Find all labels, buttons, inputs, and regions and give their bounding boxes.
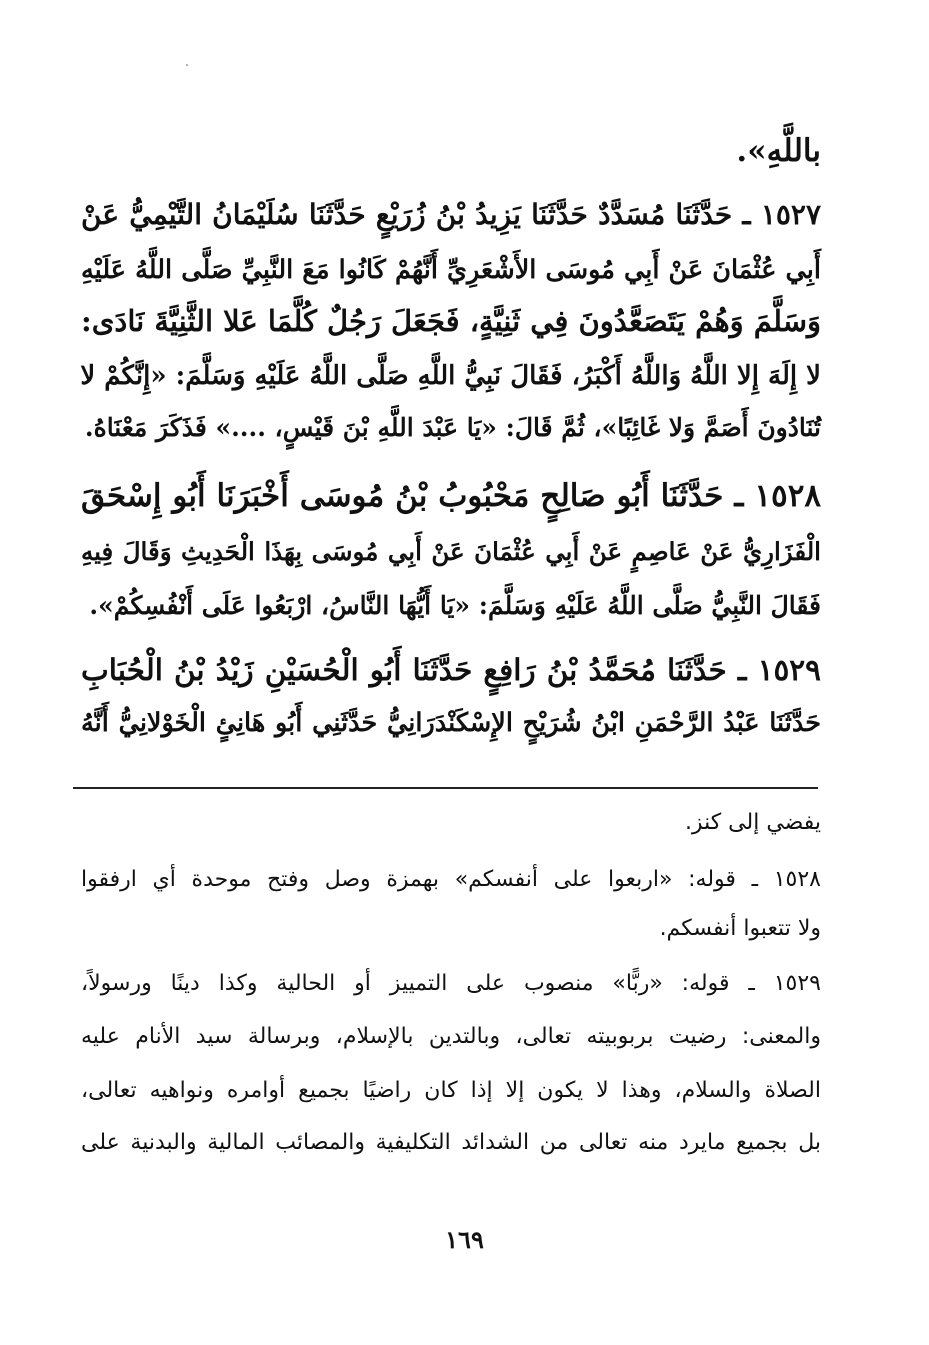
footnote-1528-line: ١٥٢٨ ـ قوله: «اربعوا على أنفسكم» بهمزة وصل وفتح موحدة أي ارفقوا: [81, 867, 821, 892]
hadith-1527-line: أَبِي عُثْمَانَ عَنْ أَبِي مُوسَى الأَشْعَرِيِّ أَنَّهُمْ كَانُوا مَعَ النَّبِيِّ صَلَّى اللَّهُ عَلَيْهِ: [81, 255, 821, 285]
footnote-line: يفضي إلى كنز.: [684, 810, 821, 835]
hadith-1528-line: فَقَالَ النَّبِيُّ صَلَّى اللَّهُ عَلَيْهِ وَسَلَّمَ: «يَا أَيُّهَا النَّاسُ، ارْبَعُوا عَلَى أَنْفُسِكُمْ».: [89, 591, 821, 620]
hadith-1527-line: تُنَادُونَ أَصَمَّ وَلا غَائِبًا»، ثُمَّ قَالَ: «يَا عَبْدَ اللَّهِ بْنَ قَيْسٍ، ....» فَذَكَرَ مَعْنَاهُ.: [84, 413, 821, 442]
hadith-1526-end-line: باللَّهِ».: [736, 133, 821, 169]
footnote-1529-line: ١٥٢٩ ـ قوله: «ربًّا» منصوب على التمييز أو الحالية وكذا دينًا ورسولاً،: [81, 971, 821, 996]
page-number: ١٦٩: [445, 1225, 484, 1254]
hadith-1529-line: حَدَّثَنَا عَبْدُ الرَّحْمَنِ ابْنُ شُرَيْحٍ الإِسْكَنْدَرَانِيُّ حَدَّثَنِي أَبُو هَانِئٍ الْخَوْلانِيُّ أَنَّهُ: [81, 708, 821, 738]
footnote-1528-line: ولا تتعبوا أنفسكم.: [659, 916, 821, 941]
hadith-1527-line: وَسَلَّمَ وَهُمْ يَتَصَعَّدُونَ فِي ثَنِيَّةٍ، فَجَعَلَ رَجُلٌ كُلَّمَا عَلا الثَّنِيَّةَ نَادَى:: [81, 304, 821, 338]
hadith-1529-line: ١٥٢٩ ـ حَدَّثَنَا مُحَمَّدُ بْنُ رَافِعٍ حَدَّثَنَا أَبُو الْحُسَيْنِ زَيْدُ بْنُ الْحُبَابِ: [81, 652, 821, 687]
hadith-1527-line: لا إِلَهَ إِلا اللَّهُ وَاللَّهُ أَكْبَرُ، فَقَالَ نَبِيُّ اللَّهِ صَلَّى اللَّهُ عَلَيْهِ وَسَلَّمَ: «إِنَّكُمْ لا: [80, 361, 821, 391]
scan-speck: [186, 64, 188, 66]
hadith-1528-line: ١٥٢٨ ـ حَدَّثَنَا أَبُو صَالِحٍ مَحْبُوبُ بْنُ مُوسَى أَخْبَرَنَا أَبُو إِسْحَقَ: [81, 478, 821, 514]
hadith-1528-line: الْفَزَارِيُّ عَنْ عَاصِمٍ عَنْ أَبِي عُثْمَانَ عَنْ أَبِي مُوسَى بِهَذَا الْحَدِيثِ وَقَالَ فِيهِ: [81, 537, 821, 566]
footnote-separator: [73, 787, 818, 789]
footnote-1529-line: بل بجميع مايرد منه تعالى من الشدائد التكليفية والمصائب المالية والبدنية على: [81, 1130, 821, 1155]
footnote-1529-line: والمعنى: رضيت بربوبيته تعالى، وبالتدين بالإسلام، وبرسالة سيد الأنام عليه: [81, 1024, 821, 1049]
hadith-1527-line: ١٥٢٧ ـ حَدَّثَنَا مُسَدَّدٌ حَدَّثَنَا يَزِيدُ بْنُ زُرَيْعٍ حَدَّثَنَا سُلَيْمَانُ التَّيْمِيُّ عَنْ: [81, 198, 821, 231]
footnote-1529-line: الصلاة والسلام، وهذا لا يكون إلا إذا كان راضيًا بجميع أوامره ونواهيه تعالى،: [81, 1078, 821, 1103]
